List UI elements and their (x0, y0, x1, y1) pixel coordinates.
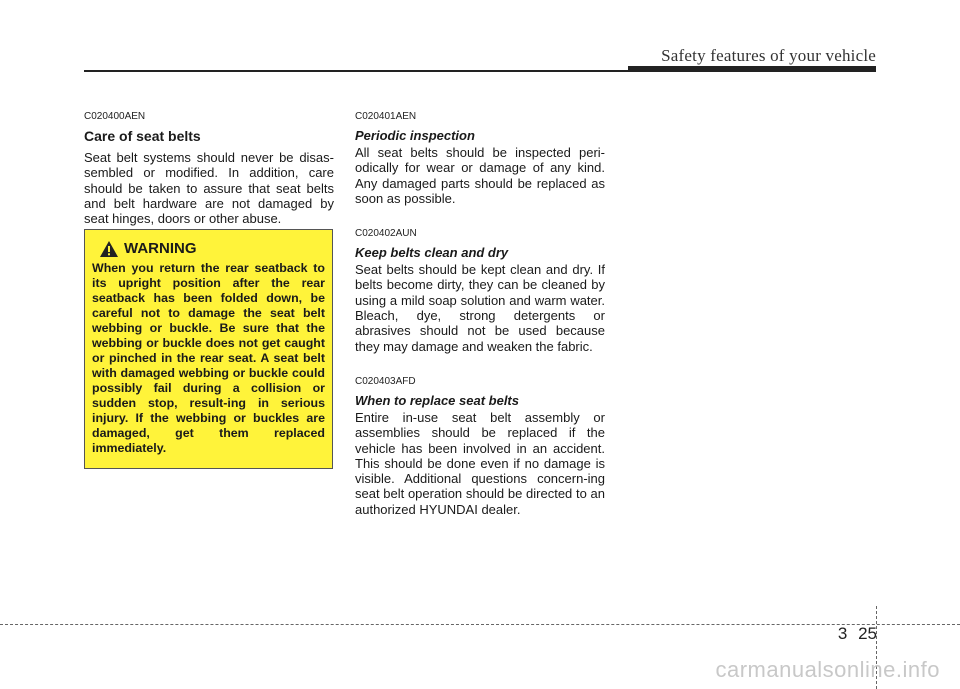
watermark: carmanualsonline.info (715, 657, 940, 682)
section-body: All seat belts should be inspected peri-odically for wear or damage of any kind. Any damaged parts should be replaced as soon as possible. (355, 145, 605, 206)
section-code: C020400AEN (84, 111, 146, 122)
warning-text: When you return the rear seatback to its upright position after the rear seatback has been folded down, be careful not to damage the seat belt webbing or buckle. Be sure that the webbing or buckle does not get caught or pinched in the rear seat. A seat belt with damaged webbing or buckle could possibly fail during a collision or sudden stop, result-ing in serious injury. If the webbing or buckles are damaged, get them replaced immediately. (92, 261, 325, 455)
section-code: C020403AFD (355, 375, 416, 387)
header-rule-bar (628, 66, 876, 72)
warning-triangle-icon (100, 241, 118, 257)
right-column (355, 111, 605, 539)
section-when-to-replace (355, 376, 605, 517)
section-body: Seat belts should be kept clean and dry. If belts become dirty, they can be cleaned by using a mild soap solution and warm water. Bleach, dye, strong detergents or abrasives should not be used because they may damage and weaken the fabric. (355, 262, 605, 354)
section-body: Entire in-use seat belt assembly or assemblies should be replaced if the vehicle has been involved in an accident. This should be done even if no damage is visible. Additional questions concern-ing seat belt operation should be directed to an authorized HYUNDAI dealer. (355, 409, 605, 517)
section-heading: Periodic inspection (355, 128, 475, 143)
warning-header (92, 240, 325, 257)
section-heading: Care of seat belts (84, 128, 201, 144)
left-column (84, 111, 334, 226)
section-code: C020402AUN (355, 228, 417, 240)
section-code: C020401AEN (355, 111, 417, 122)
warning-box (84, 229, 333, 469)
footer-rule (0, 624, 960, 625)
page-header-title: Safety features of your vehicle (661, 46, 876, 65)
section-keep-belts-clean (355, 228, 605, 354)
section-heading: When to replace seat belts (355, 392, 519, 408)
page-number-value: 25 (858, 624, 877, 643)
section-body: Seat belt systems should never be disas-sembled or modified. In addition, care should be taken to assure that seat belts and belt hardware are not damaged by seat hinges, doors or other abuse. (84, 150, 334, 227)
section-periodic-inspection (355, 111, 605, 206)
warning-title: WARNING (124, 240, 197, 257)
page-number (838, 624, 877, 644)
section-heading: Keep belts clean and dry (355, 245, 509, 261)
chapter-number: 3 (837, 624, 848, 643)
